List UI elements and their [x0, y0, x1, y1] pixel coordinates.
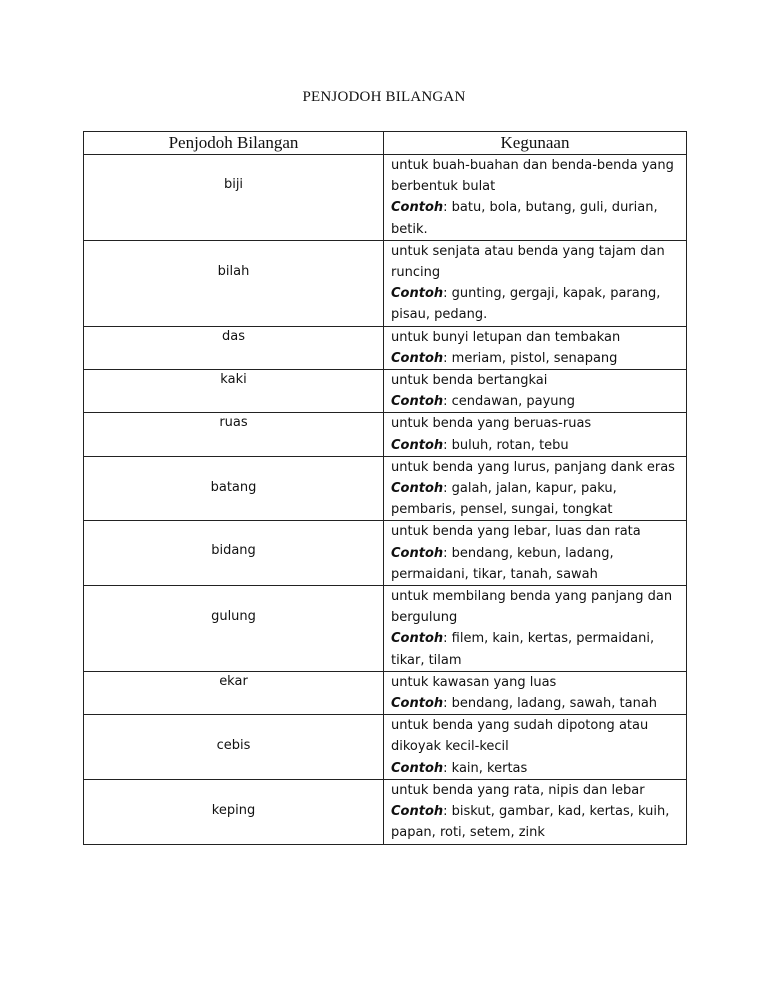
- kegunaan-description: untuk benda yang lurus, panjang dank eras: [391, 459, 675, 475]
- table-row: [84, 240, 687, 326]
- penjodoh-cell: [84, 370, 384, 413]
- kegunaan-description: untuk membilang benda yang panjang dan bergulung: [391, 589, 673, 626]
- kegunaan-cell: [384, 155, 687, 241]
- kegunaan-cell: [384, 326, 687, 369]
- penjodoh-word: gulung: [211, 609, 256, 625]
- kegunaan-cell: [384, 779, 687, 844]
- example-label: Contoh: [391, 696, 444, 712]
- kegunaan-description: untuk bunyi letupan dan tembakan: [391, 329, 621, 345]
- table-row: [84, 326, 687, 369]
- example-text: : biskut, gambar, kad, kertas, kuih, papan, roti, setem, zink: [391, 804, 670, 841]
- kegunaan-description: untuk benda yang beruas-ruas: [391, 416, 592, 432]
- penjodoh-word: batang: [210, 479, 257, 495]
- example-label: Contoh: [391, 350, 444, 366]
- penjodoh-word: keping: [211, 802, 256, 818]
- table-row: [84, 413, 687, 456]
- example-label: Contoh: [391, 200, 444, 216]
- kegunaan-description: untuk senjata atau benda yang tajam dan runcing: [391, 243, 665, 281]
- table-row: [84, 715, 687, 780]
- penjodoh-word: kaki: [220, 372, 247, 388]
- example-label: Contoh: [391, 631, 444, 647]
- kegunaan-cell: [384, 240, 687, 326]
- penjodoh-word: ekar: [219, 673, 248, 689]
- example-text: : meriam, pistol, senapang: [443, 350, 618, 366]
- example-label: Contoh: [391, 437, 444, 453]
- example-label: Contoh: [391, 804, 444, 820]
- kegunaan-cell: [384, 521, 687, 586]
- kegunaan-description: untuk kawasan yang luas: [391, 674, 557, 690]
- example-line: [391, 283, 682, 325]
- table-body: [84, 155, 687, 845]
- example-label: Contoh: [391, 286, 444, 302]
- penjodoh-word: bilah: [217, 263, 250, 279]
- example-line: [391, 435, 682, 456]
- penjodoh-cell: [84, 240, 384, 326]
- table-row: [84, 370, 687, 413]
- kegunaan-cell: [384, 413, 687, 456]
- example-text: : kain, kertas: [443, 760, 528, 776]
- penjodoh-bilangan-table: [83, 131, 687, 845]
- example-text: : bendang, ladang, sawah, tanah: [443, 696, 658, 712]
- example-text: : bendang, kebun, ladang, permaidani, tikar, tanah, sawah: [391, 545, 614, 582]
- penjodoh-cell: [84, 586, 384, 672]
- example-label: Contoh: [391, 545, 444, 561]
- kegunaan-cell: [384, 370, 687, 413]
- example-line: [391, 478, 682, 520]
- example-line: [391, 693, 682, 714]
- example-text: : galah, jalan, kapur, paku, pembaris, pensel, sungai, tongkat: [391, 481, 617, 518]
- table-row: [84, 155, 687, 241]
- penjodoh-word: cebis: [216, 738, 251, 754]
- table-row: [84, 671, 687, 714]
- example-line: [391, 391, 682, 412]
- kegunaan-cell: [384, 586, 687, 672]
- example-label: Contoh: [391, 481, 444, 497]
- table-row: [84, 456, 687, 521]
- penjodoh-word: ruas: [219, 415, 248, 431]
- example-text: : cendawan, payung: [443, 394, 576, 410]
- kegunaan-description: untuk benda yang sudah dipotong atau dikoyak kecil-kecil: [391, 718, 649, 755]
- kegunaan-cell: [384, 715, 687, 780]
- penjodoh-cell: [84, 715, 384, 780]
- table-row: [84, 521, 687, 586]
- penjodoh-word: das: [222, 328, 245, 344]
- penjodoh-cell: [84, 521, 384, 586]
- example-line: [391, 801, 682, 843]
- example-line: [391, 758, 682, 779]
- penjodoh-cell: [84, 155, 384, 241]
- penjodoh-word: bidang: [211, 543, 256, 559]
- example-line: [391, 543, 682, 585]
- kegunaan-description: untuk buah-buahan dan benda-benda yang berbentuk bulat: [391, 158, 674, 195]
- example-text: : batu, bola, butang, guli, durian, betik.: [391, 200, 658, 237]
- penjodoh-cell: [84, 326, 384, 369]
- penjodoh-cell: [84, 413, 384, 456]
- header-kegunaan: Kegunaan: [384, 132, 687, 155]
- example-text: : filem, kain, kertas, permaidani, tikar, tilam: [391, 631, 655, 668]
- page-title: PENJODOH BILANGAN: [302, 89, 466, 105]
- example-line: [391, 628, 682, 670]
- kegunaan-description: untuk benda yang lebar, luas dan rata: [391, 524, 641, 540]
- kegunaan-description: untuk benda yang rata, nipis dan lebar: [391, 782, 645, 798]
- example-line: [391, 197, 682, 239]
- example-text: : gunting, gergaji, kapak, parang, pisau, pedang.: [391, 286, 661, 323]
- kegunaan-description: untuk benda bertangkai: [391, 373, 548, 389]
- kegunaan-cell: [384, 671, 687, 714]
- example-text: : buluh, rotan, tebu: [443, 437, 569, 453]
- penjodoh-word: biji: [223, 177, 244, 192]
- table-header-row: [84, 132, 687, 155]
- header-penjodoh-bilangan: Penjodoh Bilangan: [84, 132, 384, 155]
- penjodoh-cell: [84, 671, 384, 714]
- penjodoh-cell: [84, 779, 384, 844]
- example-label: Contoh: [391, 760, 444, 776]
- penjodoh-cell: [84, 456, 384, 521]
- example-line: [391, 348, 682, 369]
- table-row: [84, 586, 687, 672]
- example-label: Contoh: [391, 394, 444, 410]
- table-row: [84, 779, 687, 844]
- kegunaan-cell: [384, 456, 687, 521]
